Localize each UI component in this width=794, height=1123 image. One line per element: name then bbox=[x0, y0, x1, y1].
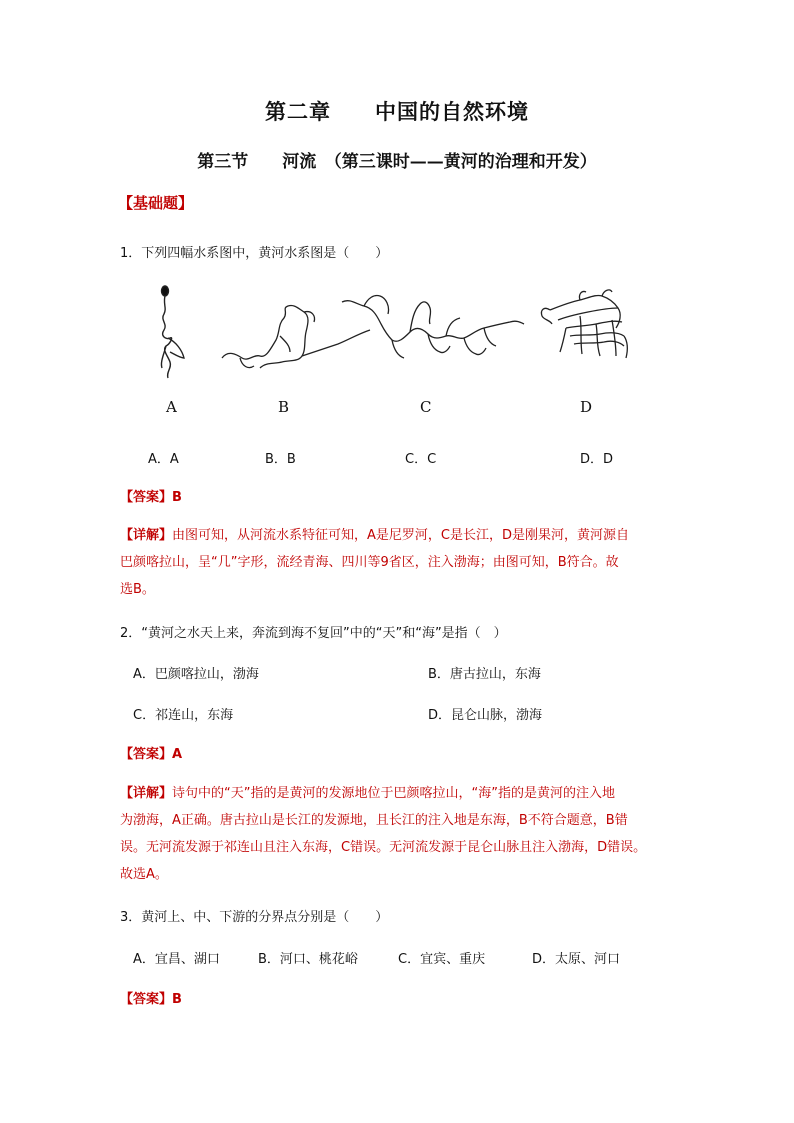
q1-option-d: D．D bbox=[580, 452, 614, 467]
detail-label: 【详解】 bbox=[120, 786, 173, 801]
q2-option-a: A．巴颜喀拉山，渤海 bbox=[133, 667, 259, 682]
detail-line: 误。无河流发源于祁连山且注入东海，C错误。无河流发源于昆仑山脉且注入渤海，D错误。 bbox=[120, 840, 647, 855]
q2-option-b: B．唐古拉山，东海 bbox=[428, 667, 541, 682]
answer-label: 【答案】 bbox=[120, 992, 173, 1007]
section-title: 第三节 河流 （第三课时——黄河的治理和开发） bbox=[197, 152, 597, 172]
section-tag: 【基础题】 bbox=[118, 194, 194, 212]
q2-option-d: D．昆仑山脉，渤海 bbox=[428, 708, 543, 723]
q1-option-c: C．C bbox=[405, 452, 437, 467]
detail-line: 选B。 bbox=[120, 582, 155, 597]
question-1: 1．下列四幅水系图中，黄河水系图是（ ） bbox=[120, 246, 389, 261]
answer-label: 【答案】 bbox=[120, 747, 173, 762]
detail-line: 巴颜喀拉山，呈“几”字形，流经青海、四川等9省区，注入渤海；由图可知，B符合。故 bbox=[120, 555, 619, 570]
q3-option-d: D．太原、河口 bbox=[532, 952, 621, 967]
figure-label-a: A bbox=[166, 398, 177, 416]
q3-option-b: B．河口、桃花峪 bbox=[258, 952, 358, 967]
q2-option-c: C．祁连山，东海 bbox=[133, 708, 234, 723]
q1-answer bbox=[120, 486, 182, 505]
river-map-b bbox=[222, 305, 370, 368]
answer-label: 【答案】 bbox=[120, 490, 173, 505]
answer-value: B bbox=[172, 490, 182, 505]
detail-line: 诗句中的“天”指的是黄河的发源地位于巴颜喀拉山，“海”指的是黄河的注入地 bbox=[172, 786, 615, 801]
detail-label: 【详解】 bbox=[120, 528, 173, 543]
answer-value: A bbox=[172, 747, 183, 762]
q3-answer bbox=[120, 988, 182, 1007]
river-map-d bbox=[541, 290, 627, 358]
q1-option-b: B．B bbox=[265, 452, 296, 467]
q3-option-c: C．宜宾、重庆 bbox=[398, 952, 486, 967]
q2-detail bbox=[120, 780, 680, 888]
figure-label-c: C bbox=[420, 398, 432, 416]
q3-option-a: A．宜昌、湖口 bbox=[133, 952, 220, 967]
river-map-c bbox=[342, 295, 524, 358]
question-3: 3．黄河上、中、下游的分界点分别是（ ） bbox=[120, 910, 389, 925]
q1-detail bbox=[120, 522, 680, 603]
question-2: 2．“黄河之水天上来，奔流到海不复回”中的“天”和“海”是指（ ） bbox=[120, 626, 507, 641]
answer-value: B bbox=[172, 992, 182, 1007]
q2-answer bbox=[120, 743, 182, 762]
q1-option-a: A．A bbox=[148, 452, 179, 467]
chapter-title: 第二章 中国的自然环境 bbox=[265, 99, 529, 124]
figure-label-b: B bbox=[278, 398, 290, 416]
detail-line: 由图可知，从河流水系特征可知，A是尼罗河，C是长江，D是刚果河，黄河源自 bbox=[172, 528, 629, 543]
detail-line: 为渤海，A正确。唐古拉山是长江的发源地，且长江的注入地是东海，B不符合题意，B错 bbox=[120, 813, 628, 828]
detail-line: 故选A。 bbox=[120, 867, 168, 882]
figure-label-d: D bbox=[580, 398, 593, 416]
river-map-a bbox=[161, 286, 184, 378]
